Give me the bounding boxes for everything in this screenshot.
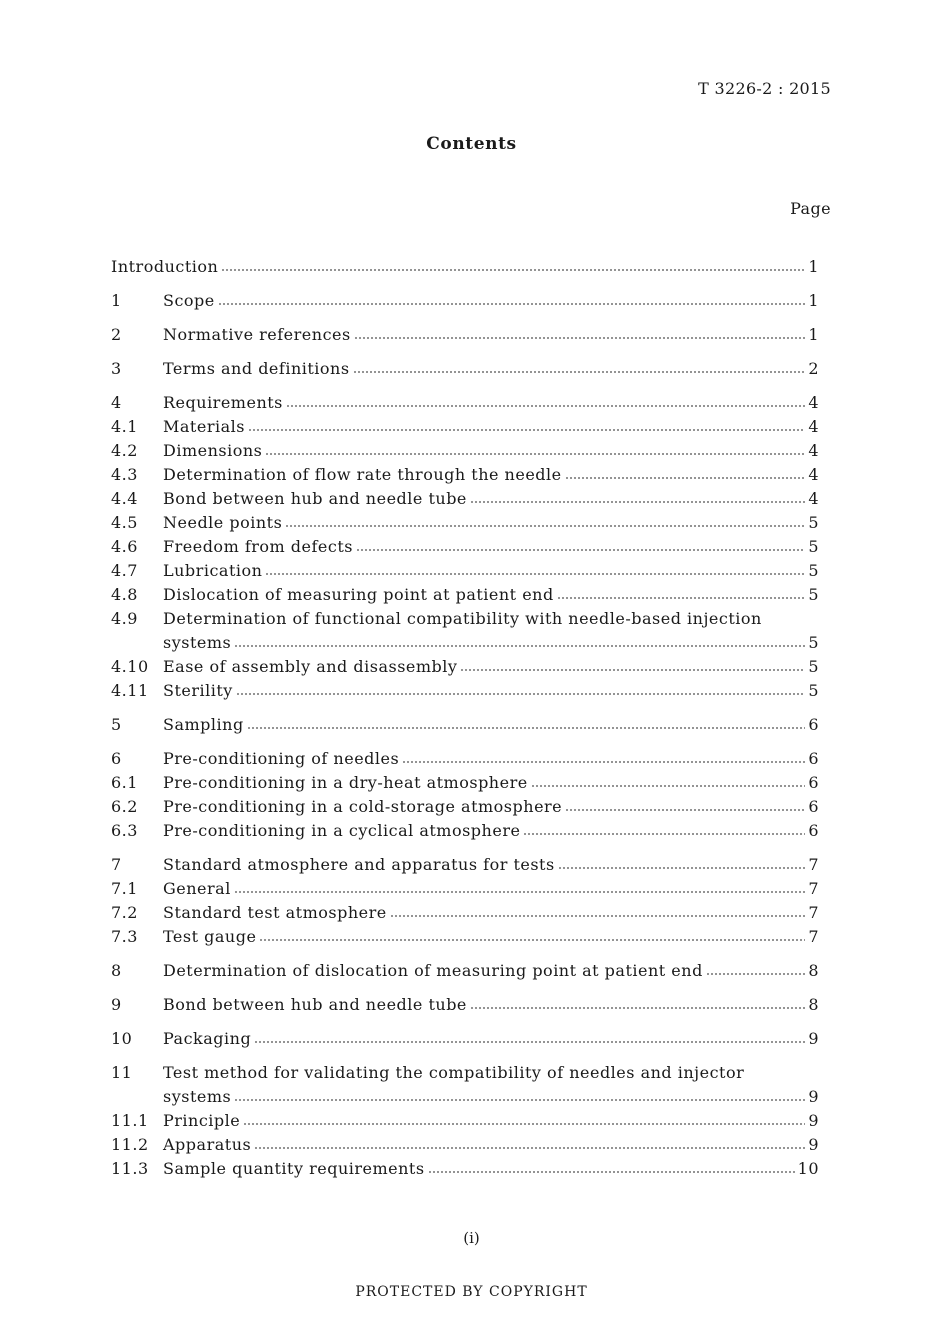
toc-entry-label: Test method for validating the compatibility of needles and injector [163,1063,745,1082]
toc-dot-leader [557,597,806,599]
toc-dot-leader [565,809,805,811]
toc-entry[interactable] [111,747,819,771]
toc-entry-page: 1 [808,291,819,310]
toc-entry-page: 7 [808,903,819,922]
toc-entry-number: 4.7 [111,561,138,580]
page-column-heading: Page [790,199,831,218]
toc-entry-number: 7 [111,855,122,874]
toc-entry-number: 7.1 [111,879,138,898]
toc-dot-leader [531,785,806,787]
toc-entry-number: 6 [111,749,122,768]
toc-dot-leader [254,1147,805,1149]
toc-entry-label-continued: systems [163,1087,232,1106]
toc-dot-leader [354,337,806,339]
toc-entry-label: Apparatus [163,1135,252,1154]
toc-entry[interactable] [111,583,819,607]
toc-entry-number: 10 [111,1029,133,1048]
toc-dot-leader [265,453,805,455]
toc-entry-label: Ease of assembly and disassembly [163,657,458,676]
toc-entry-label: Materials [163,417,245,436]
toc-entry-page: 5 [808,657,819,676]
toc-entry[interactable] [111,1061,819,1085]
toc-entry-page: 4 [808,465,819,484]
toc-entry-label: Sample quantity requirements [163,1159,425,1178]
toc-entry[interactable] [111,607,819,631]
toc-entry-page: 8 [808,961,819,980]
toc-entry-label: Terms and definitions [163,359,350,378]
toc-entry-label: Sampling [163,715,244,734]
toc-dot-leader [234,645,805,647]
toc-dot-leader [558,867,806,869]
toc-entry-label: Standard test atmosphere [163,903,387,922]
toc-entry[interactable] [111,853,819,877]
toc-entry-label: Determination of functional compatibility with needle-based injection [163,609,762,628]
toc-entry[interactable] [111,535,819,559]
toc-entry-label: Normative references [163,325,351,344]
toc-entry-page: 6 [808,749,819,768]
toc-entry-label: General [163,879,231,898]
toc-entry-label: Determination of dislocation of measuring point at patient end [163,961,703,980]
toc-entry[interactable] [111,255,819,279]
toc-entry[interactable] [111,415,819,439]
toc-entry-page: 5 [808,633,819,652]
toc-entry-label: Pre-conditioning of needles [163,749,400,768]
toc-entry-page: 4 [808,489,819,508]
toc-dot-leader [460,669,805,671]
toc-entry-number: 5 [111,715,122,734]
toc-entry-number: 11 [111,1063,133,1082]
toc-dot-leader [236,693,805,695]
toc-entry-label: Needle points [163,513,283,532]
toc-entry-label: Bond between hub and needle tube [163,995,467,1014]
toc-entry[interactable] [111,511,819,535]
toc-dot-leader [402,761,805,763]
toc-entry-number: 3 [111,359,122,378]
toc-entry[interactable] [111,679,819,703]
toc-entry-number: 4.2 [111,441,138,460]
toc-entry-page: 7 [808,855,819,874]
toc-dot-leader [390,915,806,917]
toc-entry-page: 1 [808,325,819,344]
toc-dot-leader [565,477,806,479]
toc-entry[interactable] [111,655,819,679]
toc-entry[interactable] [111,357,819,381]
toc-dot-leader [254,1041,805,1043]
toc-entry-label: Test gauge [163,927,257,946]
toc-dot-leader [428,1171,795,1173]
toc-entry-page: 8 [808,995,819,1014]
toc-dot-leader [285,525,805,527]
toc-entry-number: 9 [111,995,122,1014]
toc-entry[interactable] [111,993,819,1017]
toc-entry-number: 4 [111,393,122,412]
toc-entry-label: Determination of flow rate through the needle [163,465,562,484]
toc-entry-number: 4.9 [111,609,138,628]
toc-entry-page: 5 [808,513,819,532]
toc-entry-number: 4.5 [111,513,138,532]
toc-entry-number: 6.3 [111,821,138,840]
toc-entry-label: Requirements [163,393,283,412]
toc-entry-continuation[interactable] [111,1085,819,1109]
toc-entry[interactable] [111,959,819,983]
toc-entry-label: Dimensions [163,441,263,460]
toc-entry[interactable] [111,463,819,487]
toc-entry-page: 6 [808,821,819,840]
toc-entry-page: 4 [808,417,819,436]
table-of-contents [111,255,819,1181]
toc-entry[interactable] [111,795,819,819]
toc-entry-number: 4.4 [111,489,138,508]
toc-entry-label: Dislocation of measuring point at patient end [163,585,554,604]
toc-entry-number: 11.3 [111,1159,149,1178]
toc-entry[interactable] [111,819,819,843]
toc-entry-page: 2 [808,359,819,378]
toc-dot-leader [247,727,806,729]
toc-entry-number: 4.11 [111,681,149,700]
toc-entry-label: Pre-conditioning in a cold-storage atmosphere [163,797,563,816]
toc-entry-page: 4 [808,441,819,460]
toc-entry-number: 4.8 [111,585,138,604]
page-title: Contents [426,134,517,154]
toc-entry[interactable] [111,1157,819,1181]
toc-entry-page: 6 [808,797,819,816]
toc-dot-leader [218,303,806,305]
toc-entry-number: 7.2 [111,903,138,922]
toc-entry[interactable] [111,713,819,737]
toc-entry-label: Bond between hub and needle tube [163,489,467,508]
toc-entry[interactable] [111,559,819,583]
toc-dot-leader [470,1007,805,1009]
toc-dot-leader [265,573,805,575]
toc-entry-number: 11.2 [111,1135,149,1154]
toc-entry[interactable] [111,289,819,313]
toc-entry-page: 9 [808,1029,819,1048]
toc-entry-label: Lubrication [163,561,263,580]
toc-entry-label-continued: systems [163,633,232,652]
page-number: (i) [463,1229,480,1247]
toc-entry-page: 5 [808,561,819,580]
toc-dot-leader [248,429,805,431]
toc-entry-continuation[interactable] [111,631,819,655]
copyright-notice: PROTECTED BY COPYRIGHT [355,1284,588,1300]
toc-entry-page: 1 [808,257,819,276]
toc-entry-number: 8 [111,961,122,980]
toc-entry-page: 7 [808,879,819,898]
toc-entry-page: 4 [808,393,819,412]
toc-entry-label: Standard atmosphere and apparatus for tests [163,855,555,874]
toc-dot-leader [706,973,806,975]
toc-dot-leader [286,405,805,407]
toc-dot-leader [523,833,805,835]
toc-entry[interactable] [111,439,819,463]
toc-entry-label: Scope [163,291,215,310]
toc-entry-page: 5 [808,537,819,556]
toc-entry-label: Freedom from defects [163,537,353,556]
toc-dot-leader [234,891,805,893]
toc-entry-page: 9 [808,1087,819,1106]
toc-entry-page: 6 [808,715,819,734]
toc-entry-page: 6 [808,773,819,792]
toc-entry[interactable] [111,487,819,511]
toc-entry-number: 11.1 [111,1111,149,1130]
toc-entry[interactable] [111,1133,819,1157]
toc-entry-page: 5 [808,681,819,700]
toc-entry[interactable] [111,1109,819,1133]
toc-entry[interactable] [111,323,819,347]
toc-entry-label: Pre-conditioning in a dry-heat atmosphere [163,773,528,792]
toc-entry-number: 4.10 [111,657,149,676]
toc-entry[interactable] [111,901,819,925]
toc-entry-number: 4.1 [111,417,138,436]
toc-dot-leader [353,371,806,373]
toc-entry-number: 2 [111,325,122,344]
toc-dot-leader [221,269,805,271]
toc-entry-label: Pre-conditioning in a cyclical atmosphere [163,821,521,840]
toc-entry[interactable] [111,771,819,795]
toc-entry-number: 4.6 [111,537,138,556]
toc-dot-leader [243,1123,805,1125]
toc-entry[interactable] [111,391,819,415]
toc-entry[interactable] [111,925,819,949]
toc-entry-label: Packaging [163,1029,252,1048]
toc-entry-number: 6.1 [111,773,138,792]
toc-entry-page: 9 [808,1111,819,1130]
document-code: T 3226-2 : 2015 [698,79,831,98]
toc-dot-leader [234,1099,805,1101]
toc-entry-page: 7 [808,927,819,946]
toc-entry-number: 6.2 [111,797,138,816]
toc-dot-leader [259,939,805,941]
toc-entry-label: Principle [163,1111,241,1130]
toc-entry-number: 7.3 [111,927,138,946]
toc-dot-leader [470,501,805,503]
toc-entry-label: Introduction [111,257,219,276]
toc-entry-page: 9 [808,1135,819,1154]
toc-entry[interactable] [111,877,819,901]
toc-entry-number: 1 [111,291,122,310]
toc-entry-label: Sterility [163,681,233,700]
toc-entry-number: 4.3 [111,465,138,484]
toc-dot-leader [356,549,805,551]
toc-entry[interactable] [111,1027,819,1051]
toc-entry-page: 5 [808,585,819,604]
toc-entry-page: 10 [797,1159,819,1178]
